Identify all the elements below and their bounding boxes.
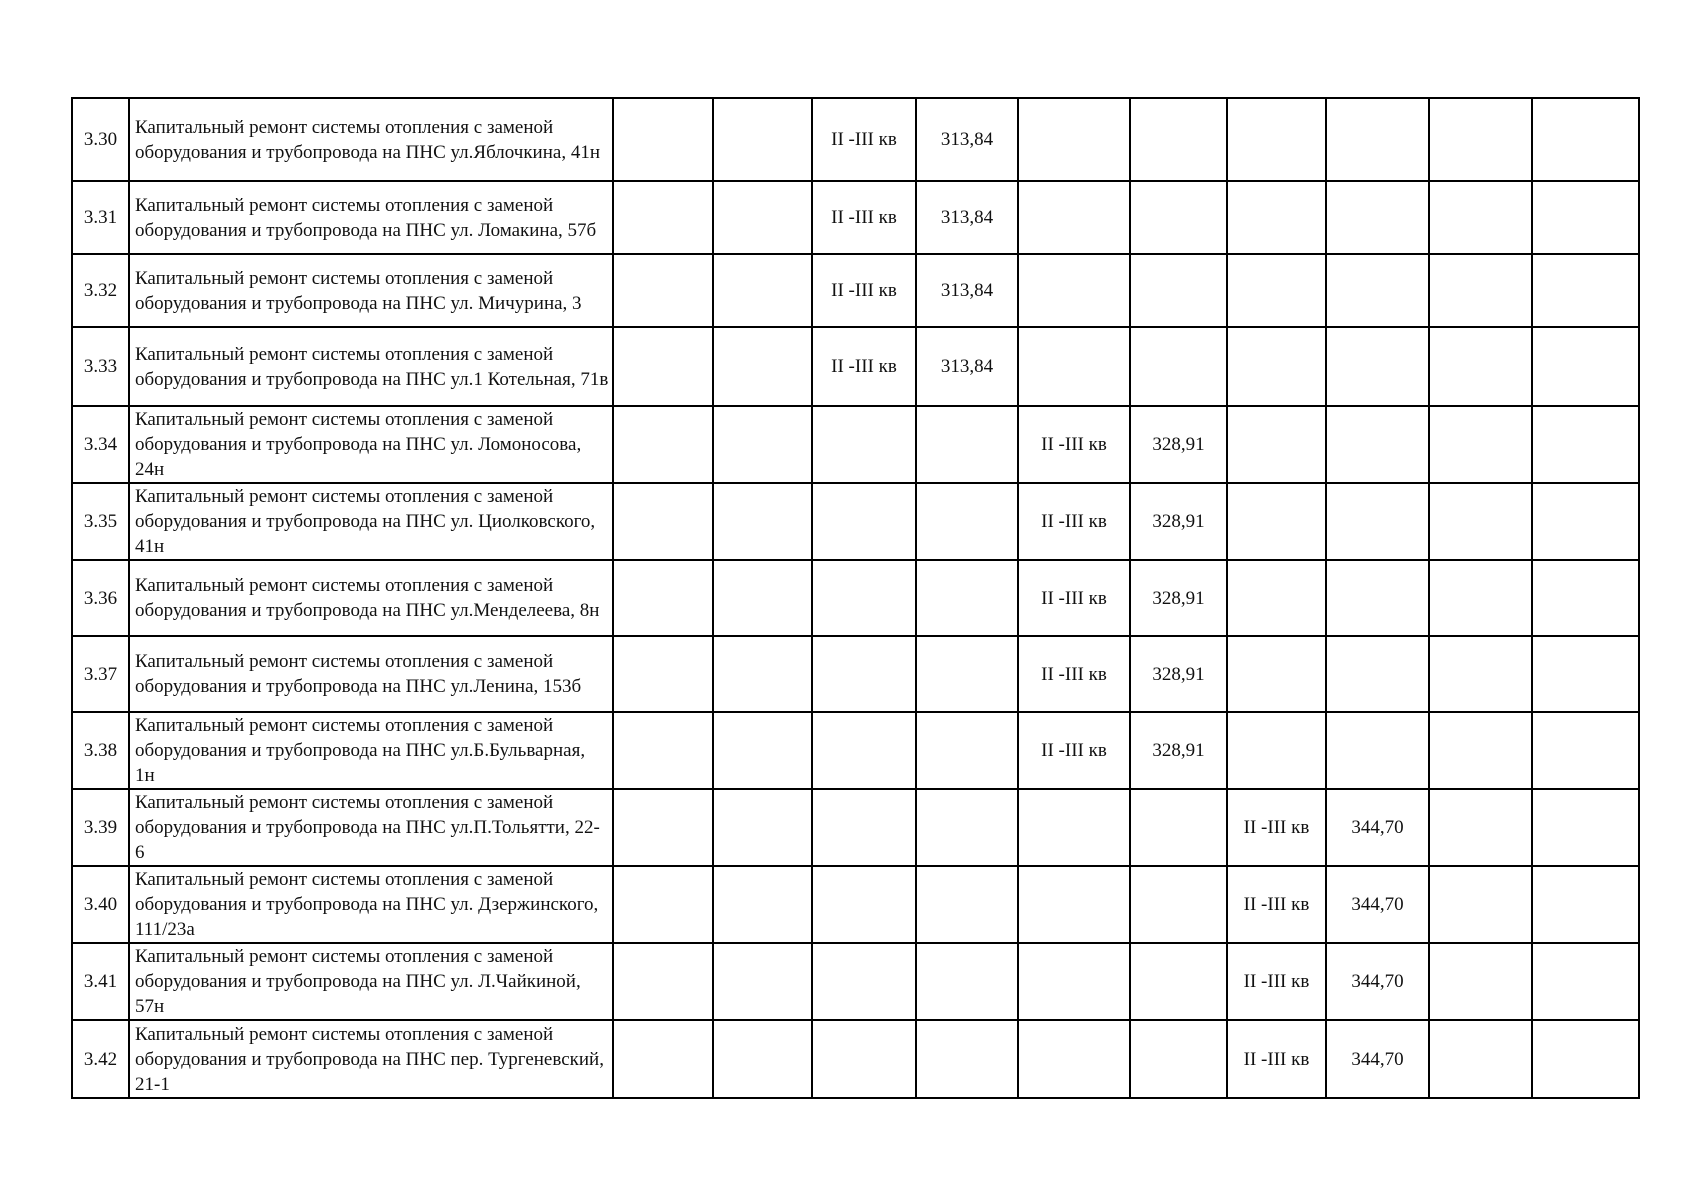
period-1-amount [916, 483, 1018, 560]
row-number: 3.40 [72, 866, 129, 943]
row-number: 3.32 [72, 254, 129, 327]
period-1-amount [916, 943, 1018, 1020]
table-row [72, 254, 1639, 327]
period-2-quarter [1018, 327, 1130, 406]
period-3-quarter [1227, 327, 1326, 406]
empty-cell [1429, 483, 1532, 560]
period-2-quarter: II -III кв [1018, 560, 1130, 636]
period-3-quarter: II -III кв [1227, 1020, 1326, 1098]
empty-cell [1429, 181, 1532, 254]
period-2-amount [1130, 98, 1227, 181]
row-number: 3.34 [72, 406, 129, 483]
empty-cell [713, 943, 812, 1020]
period-3-quarter [1227, 712, 1326, 789]
empty-cell [713, 181, 812, 254]
period-1-quarter: II -III кв [812, 181, 916, 254]
empty-cell [1429, 98, 1532, 181]
empty-cell [1429, 712, 1532, 789]
period-1-amount: 313,84 [916, 254, 1018, 327]
empty-cell [1532, 636, 1639, 712]
empty-cell [613, 789, 713, 866]
table-row [72, 1020, 1639, 1098]
table-row [72, 636, 1639, 712]
work-description: Капитальный ремонт системы отопления с заменой оборудования и трубопровода на ПНС ул. Циолковского, 41н [129, 483, 613, 560]
period-3-amount [1326, 98, 1429, 181]
period-2-amount [1130, 254, 1227, 327]
empty-cell [1532, 181, 1639, 254]
period-3-amount [1326, 636, 1429, 712]
period-1-quarter: II -III кв [812, 254, 916, 327]
period-3-amount [1326, 483, 1429, 560]
period-1-amount: 313,84 [916, 98, 1018, 181]
period-2-quarter [1018, 254, 1130, 327]
empty-cell [713, 560, 812, 636]
table-row [72, 181, 1639, 254]
period-1-amount [916, 406, 1018, 483]
work-description: Капитальный ремонт системы отопления с заменой оборудования и трубопровода на ПНС ул.1 Котельная, 71в [129, 327, 613, 406]
table-row [72, 327, 1639, 406]
period-2-amount [1130, 1020, 1227, 1098]
empty-cell [713, 1020, 812, 1098]
empty-cell [1532, 943, 1639, 1020]
empty-cell [613, 560, 713, 636]
period-1-quarter [812, 789, 916, 866]
row-number: 3.39 [72, 789, 129, 866]
empty-cell [713, 712, 812, 789]
empty-cell [1532, 866, 1639, 943]
work-description: Капитальный ремонт системы отопления с заменой оборудования и трубопровода на ПНС ул. Ломоносова, 24н [129, 406, 613, 483]
period-2-quarter [1018, 943, 1130, 1020]
period-2-quarter: II -III кв [1018, 483, 1130, 560]
work-description: Капитальный ремонт системы отопления с заменой оборудования и трубопровода на ПНС пер. Тургеневский, 21-1 [129, 1020, 613, 1098]
empty-cell [613, 254, 713, 327]
empty-cell [1532, 406, 1639, 483]
row-number: 3.38 [72, 712, 129, 789]
period-1-quarter [812, 1020, 916, 1098]
period-1-amount: 313,84 [916, 181, 1018, 254]
empty-cell [613, 866, 713, 943]
period-1-quarter [812, 712, 916, 789]
period-3-amount: 344,70 [1326, 789, 1429, 866]
period-3-quarter: II -III кв [1227, 789, 1326, 866]
table-row [72, 483, 1639, 560]
empty-cell [713, 98, 812, 181]
row-number: 3.36 [72, 560, 129, 636]
work-description: Капитальный ремонт системы отопления с заменой оборудования и трубопровода на ПНС ул.Яблочкина, 41н [129, 98, 613, 181]
empty-cell [713, 406, 812, 483]
period-3-amount [1326, 712, 1429, 789]
period-3-amount: 344,70 [1326, 1020, 1429, 1098]
empty-cell [1532, 327, 1639, 406]
empty-cell [1429, 327, 1532, 406]
row-number: 3.31 [72, 181, 129, 254]
period-1-amount [916, 560, 1018, 636]
table-row [72, 98, 1639, 181]
period-3-amount [1326, 254, 1429, 327]
empty-cell [713, 254, 812, 327]
empty-cell [1532, 98, 1639, 181]
empty-cell [1532, 254, 1639, 327]
empty-cell [613, 943, 713, 1020]
work-description: Капитальный ремонт системы отопления с заменой оборудования и трубопровода на ПНС ул. Дзержинского, 111/23а [129, 866, 613, 943]
work-description: Капитальный ремонт системы отопления с заменой оборудования и трубопровода на ПНС ул.Ленина, 153б [129, 636, 613, 712]
period-1-quarter: II -III кв [812, 327, 916, 406]
work-description: Капитальный ремонт системы отопления с заменой оборудования и трубопровода на ПНС ул.Б.Бульварная, 1н [129, 712, 613, 789]
period-1-amount [916, 789, 1018, 866]
empty-cell [713, 636, 812, 712]
works-table [71, 97, 1640, 1099]
row-number: 3.37 [72, 636, 129, 712]
period-3-quarter [1227, 98, 1326, 181]
empty-cell [613, 327, 713, 406]
period-2-quarter [1018, 98, 1130, 181]
table-row [72, 789, 1639, 866]
row-number: 3.42 [72, 1020, 129, 1098]
work-description: Капитальный ремонт системы отопления с заменой оборудования и трубопровода на ПНС ул. Мичурина, 3 [129, 254, 613, 327]
table-row [72, 866, 1639, 943]
work-description: Капитальный ремонт системы отопления с заменой оборудования и трубопровода на ПНС ул.П.Тольятти, 22-6 [129, 789, 613, 866]
period-2-amount [1130, 181, 1227, 254]
period-1-quarter [812, 560, 916, 636]
empty-cell [613, 98, 713, 181]
period-3-amount: 344,70 [1326, 943, 1429, 1020]
empty-cell [613, 483, 713, 560]
empty-cell [1429, 1020, 1532, 1098]
period-2-amount: 328,91 [1130, 406, 1227, 483]
period-2-amount: 328,91 [1130, 712, 1227, 789]
empty-cell [613, 712, 713, 789]
empty-cell [1429, 560, 1532, 636]
period-1-amount [916, 866, 1018, 943]
period-3-amount [1326, 181, 1429, 254]
table-row [72, 943, 1639, 1020]
period-2-quarter [1018, 181, 1130, 254]
period-1-quarter [812, 406, 916, 483]
period-3-amount [1326, 327, 1429, 406]
period-3-quarter [1227, 560, 1326, 636]
period-3-amount [1326, 406, 1429, 483]
empty-cell [613, 181, 713, 254]
work-description: Капитальный ремонт системы отопления с заменой оборудования и трубопровода на ПНС ул.Менделеева, 8н [129, 560, 613, 636]
work-description: Капитальный ремонт системы отопления с заменой оборудования и трубопровода на ПНС ул. Л.Чайкиной, 57н [129, 943, 613, 1020]
empty-cell [613, 636, 713, 712]
period-1-quarter [812, 866, 916, 943]
empty-cell [613, 406, 713, 483]
period-3-quarter [1227, 636, 1326, 712]
period-2-quarter: II -III кв [1018, 406, 1130, 483]
empty-cell [1429, 943, 1532, 1020]
empty-cell [1532, 1020, 1639, 1098]
empty-cell [1532, 789, 1639, 866]
table-row [72, 406, 1639, 483]
period-3-quarter [1227, 406, 1326, 483]
period-2-amount [1130, 327, 1227, 406]
period-2-amount [1130, 789, 1227, 866]
period-2-amount: 328,91 [1130, 636, 1227, 712]
empty-cell [1429, 866, 1532, 943]
period-2-quarter [1018, 866, 1130, 943]
period-2-quarter [1018, 789, 1130, 866]
empty-cell [1429, 636, 1532, 712]
period-3-quarter [1227, 181, 1326, 254]
period-2-amount [1130, 866, 1227, 943]
period-3-quarter: II -III кв [1227, 943, 1326, 1020]
empty-cell [713, 789, 812, 866]
empty-cell [1532, 560, 1639, 636]
period-3-quarter [1227, 483, 1326, 560]
period-1-quarter [812, 483, 916, 560]
empty-cell [1429, 254, 1532, 327]
period-2-amount [1130, 943, 1227, 1020]
work-description: Капитальный ремонт системы отопления с заменой оборудования и трубопровода на ПНС ул. Ломакина, 57б [129, 181, 613, 254]
period-3-quarter [1227, 254, 1326, 327]
table-row [72, 712, 1639, 789]
period-1-amount [916, 1020, 1018, 1098]
period-2-quarter: II -III кв [1018, 712, 1130, 789]
row-number: 3.33 [72, 327, 129, 406]
empty-cell [713, 483, 812, 560]
period-2-quarter: II -III кв [1018, 636, 1130, 712]
empty-cell [1429, 789, 1532, 866]
period-1-quarter [812, 636, 916, 712]
row-number: 3.30 [72, 98, 129, 181]
period-3-amount: 344,70 [1326, 866, 1429, 943]
row-number: 3.35 [72, 483, 129, 560]
period-2-amount: 328,91 [1130, 560, 1227, 636]
period-1-amount [916, 636, 1018, 712]
row-number: 3.41 [72, 943, 129, 1020]
period-3-amount [1326, 560, 1429, 636]
empty-cell [1429, 406, 1532, 483]
period-2-quarter [1018, 1020, 1130, 1098]
period-1-amount [916, 712, 1018, 789]
period-3-quarter: II -III кв [1227, 866, 1326, 943]
empty-cell [613, 1020, 713, 1098]
period-1-amount: 313,84 [916, 327, 1018, 406]
table-row [72, 560, 1639, 636]
empty-cell [1532, 483, 1639, 560]
period-2-amount: 328,91 [1130, 483, 1227, 560]
period-1-quarter: II -III кв [812, 98, 916, 181]
empty-cell [713, 866, 812, 943]
empty-cell [1532, 712, 1639, 789]
period-1-quarter [812, 943, 916, 1020]
empty-cell [713, 327, 812, 406]
